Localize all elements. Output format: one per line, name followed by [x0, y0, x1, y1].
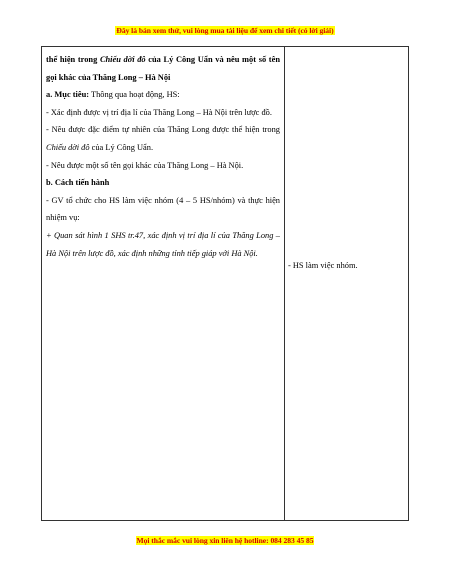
objective-bullet-1: - Xác định được vị trí địa lí của Thăng Long – Hà Nội trên lược đồ. — [46, 107, 272, 117]
procedure-heading: b. Cách tiến hành — [46, 178, 110, 188]
hotline-banner — [0, 536, 450, 545]
objective-text: Thông qua hoạt động, HS: — [89, 90, 180, 100]
preview-banner — [0, 26, 450, 35]
section-heading — [46, 51, 280, 86]
bullet-2-text-end: của Lý Công Uẩn. — [89, 142, 154, 152]
column-divider — [284, 47, 285, 520]
bullet-2-text: - Nêu được đặc điểm tự nhiên của Thăng Long được thể hiện trong — [46, 125, 280, 135]
heading-text-end: của Lý Công Uẩn và nêu một số tên gọi khác của Thăng Long – Hà Nội — [46, 55, 280, 82]
teacher-activity-column — [46, 51, 280, 262]
group-task: + Quan sát hình 1 SHS tr.47, xác định vị trí địa lí của Thăng Long – Hà Nội trên lược đồ, xác định những tỉnh tiếp giáp với Hà Nội. — [46, 230, 280, 258]
teacher-instruction: - GV tổ chức cho HS làm việc nhóm (4 – 5 HS/nhóm) và thực hiện nhiệm vụ: — [46, 195, 280, 223]
objective-label: a. Mục tiêu: — [46, 90, 90, 100]
hotline-banner-text: Mọi thắc mắc vui lòng xin liên hệ hotline: 084 283 45 85 — [136, 536, 314, 545]
lesson-table — [41, 46, 409, 521]
student-activity-text: - HS làm việc nhóm. — [288, 261, 358, 270]
preview-banner-text: Đây là bản xem thử, vui lòng mua tài liệu để xem chi tiết (có lời giải) — [116, 26, 334, 35]
heading-text: thể hiện trong — [46, 55, 100, 64]
objective-bullet-3: - Nêu được một số tên gọi khác của Thăng Long – Hà Nội. — [46, 160, 244, 170]
bullet-2-italic: Chiếu dời đô — [46, 142, 90, 152]
objective-bullet-2 — [46, 121, 280, 156]
objective-line — [46, 86, 280, 104]
heading-italic: Chiếu dời đô — [99, 55, 146, 64]
